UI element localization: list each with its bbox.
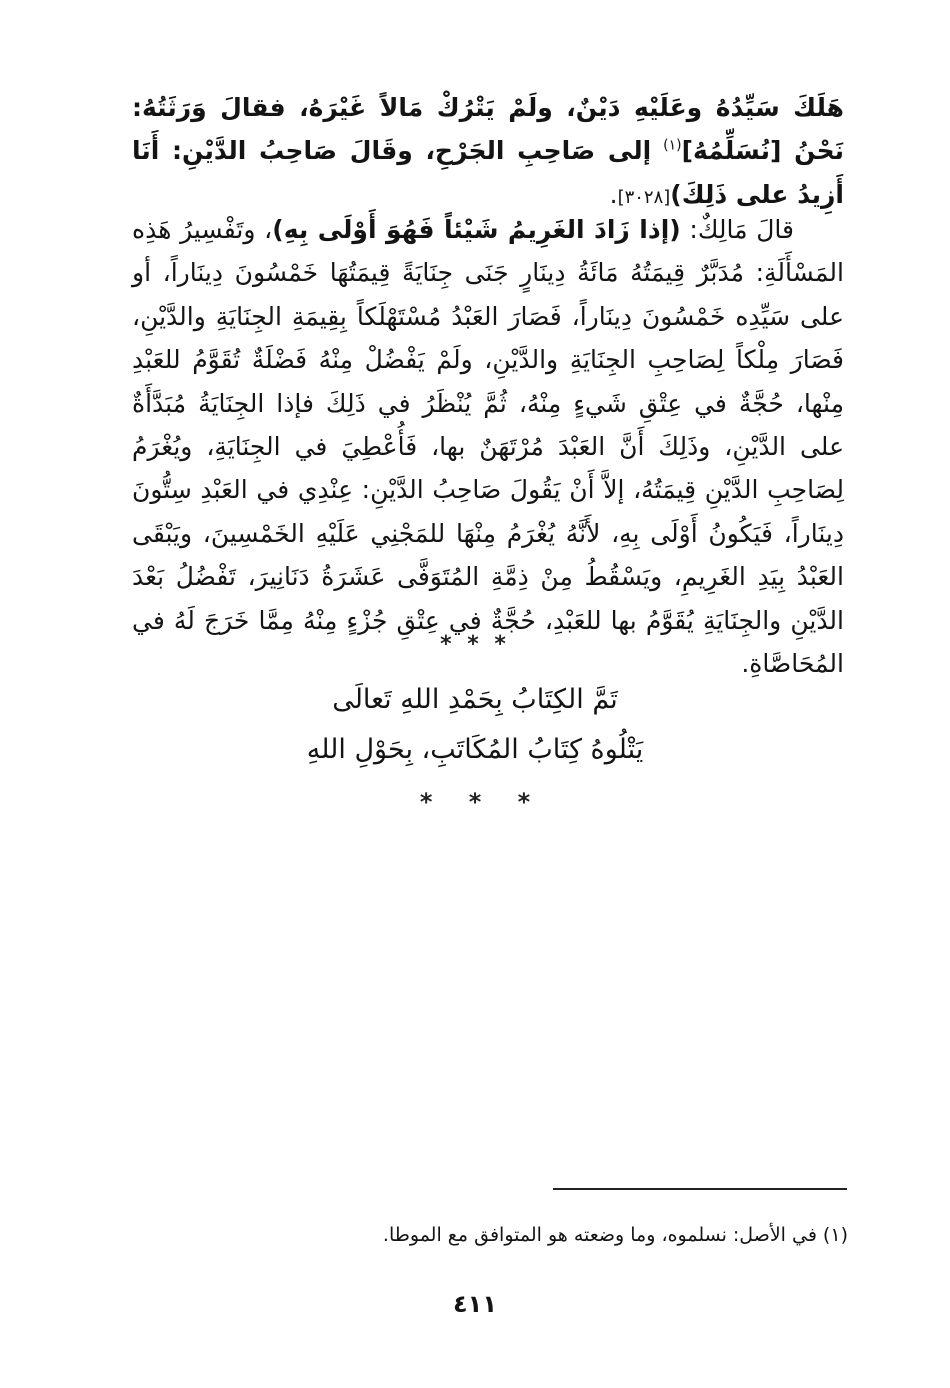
footnote-marker: (١) [663, 138, 682, 155]
paragraph-1-end: . [609, 179, 618, 209]
footnote-rule [553, 1188, 847, 1190]
paragraph-1 [132, 86, 844, 219]
section-separator-bottom: * * * [419, 788, 531, 816]
paragraph-2-quote: (إذا زَادَ الغَرِيمُ شَيْئاً فَهُوَ أَوْلَى بِهِ) [272, 215, 681, 244]
section-separator-top: * * * [440, 632, 510, 657]
closing-line-2: يَتْلُوهُ كِتَابُ المُكَاتَبِ، بِحَوْلِ اللهِ [306, 734, 644, 765]
hadith-reference: [٣٠٢٨] [617, 186, 671, 208]
closing-line-1: تَمَّ الكِتَابُ بِحَمْدِ اللهِ تَعالَى [332, 684, 618, 715]
page-number: ٤١١ [453, 1290, 497, 1318]
paragraph-2-lead: قالَ مَالِكٌ: [689, 215, 795, 244]
paragraph-2 [132, 208, 844, 685]
footnote: (١) في الأصل: نسلموه، وما وضعته هو المتوافق مع الموطا. [382, 1224, 848, 1246]
paragraph-1-bold-a: هَلَكَ سَيِّدُهُ وعَلَيْهِ دَيْنٌ، ولَمْ يَتْرُكْ مَالاً غَيْرَهُ، فقالَ وَرَثَتُهُ: نَحْنُ [نُسَلِّمُهُ] [132, 93, 844, 166]
paragraph-1-bold-b: إلى صَاحِبِ الجَرْحِ، وقَالَ صَاحِبُ الدَّيْنِ: أَنَا أَزِيدُ على ذَلِكَ) [132, 136, 844, 209]
paragraph-2-body: ، وتَفْسِيرُ هَذِه المَسْأَلَةِ: مُدَبَّرٌ قِيمَتُهُ مَائَةُ دِينَارٍ جَنَى جِنَايَةً قِيمَتُهَا خَمْسُونَ دِينَاراً، أو على سَيِّدِه خَمْسُونَ دِينَاراً، فَصَارَ العَبْدُ مُسْتَهْلَكاً بِقِيمَةِ الجِنَايَةِ والدَّيْنِ، فَصَارَ مِلْكاً لِصَاحِبِ الجِنَايَةِ والدَّيْنِ، ولَمْ يَفْضُلْ مِنْهُ فَضْلَةٌ تُقَوَّمُ للعَبْدِ مِنْها، حُجَّةٌ في عِتْقِ شَيءٍ مِنْهُ، ثُمَّ يُنْظَرُ في ذَلِكَ فإذا الجِنَايَةُ مُبَدَّأَةٌ على الدَّيْنِ، وذَلِكَ أَنَّ العَبْدَ مُرْتَهَنٌ بها، فَأُعْطِيَ في الجِنَايَةِ، ويُغْرَمُ لِصَاحِبِ الدَّيْنِ قِيمَتُهُ، إلاَّ أَنْ يَقُولَ صَاحِبُ الدَّيْنِ: عِنْدِي في العَبْدِ سِتُّونَ دِينَاراً، فَيَكُونُ أَوْلَى بِهِ، لأَنَّهُ يُغْرَمُ مِنْهَا للمَجْنِي عَلَيْهِ الخَمْسِينَ، ويَبْقَى العَبْدُ بِيَدِ الغَرِيمِ، ويَسْقُطُ مِنْ ذِمَّةِ المُتَوَفَّى عَشَرَةُ دَنَانِيرَ، تَفْضُلُ بَعْدَ الدَّيْنِ والجِنَايَةِ يُقَوَّمُ بها للعَبْدِ، حُجَّةٌ في عِتْقِ جُزْءٍ مِنْهُ مِمَّا خَرَجَ لَهُ في المُحَاصَّاةِ. [132, 215, 844, 679]
